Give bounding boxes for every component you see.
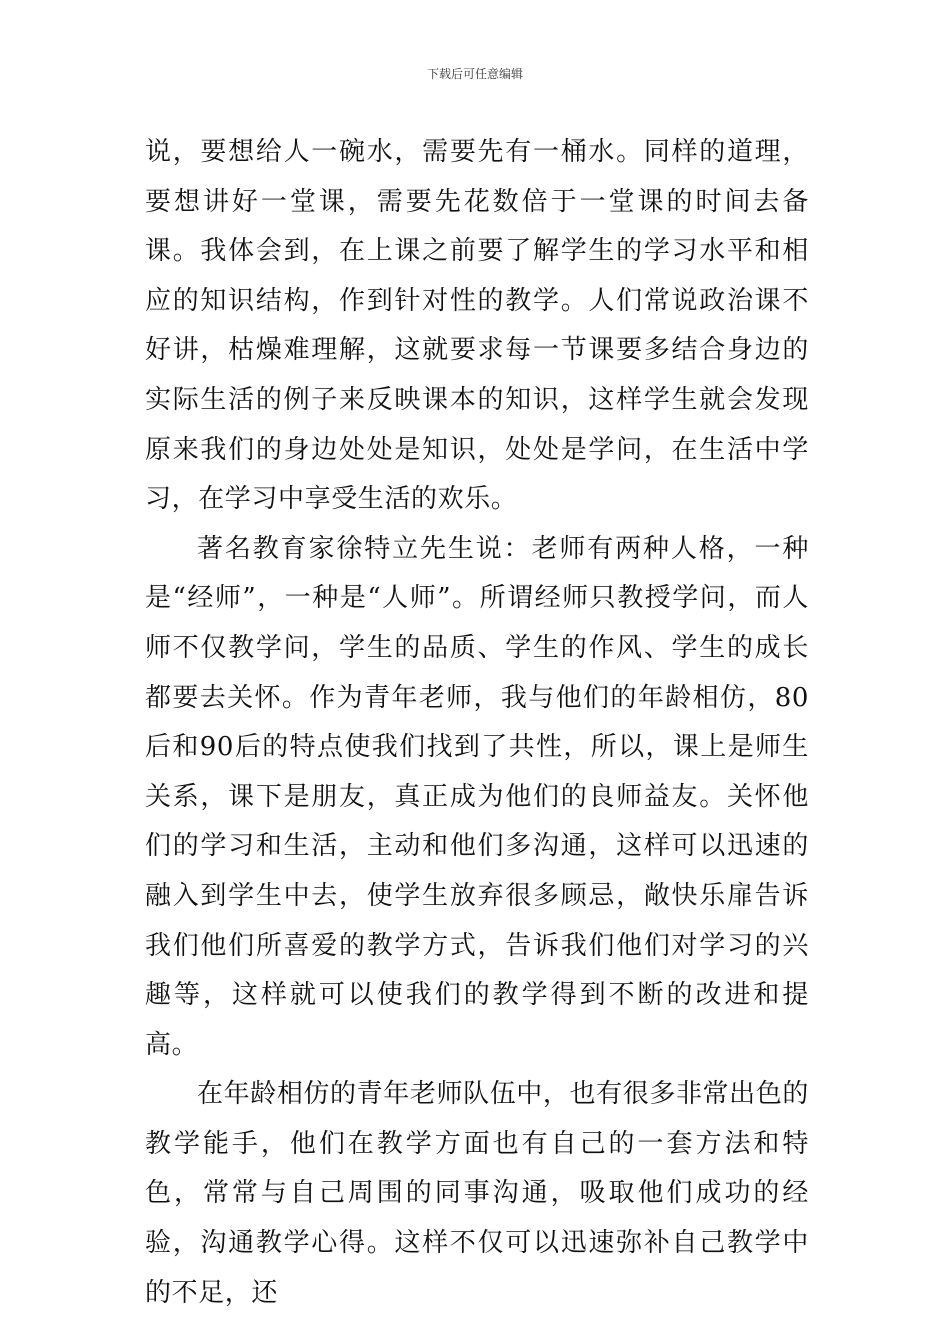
paragraph-3: 在年龄相仿的青年老师队伍中，也有很多非常出色的教学能手，他们在教学方面也有自己的一套方法和特色，常常与自己周围的同事沟通，吸取他们成功的经验，沟通教学心得。这样不仅可以迅速弥补自己教学中的不足，还: [145, 1079, 809, 1308]
page-header-note: 下载后可任意编辑: [426, 67, 523, 81]
paragraph-2: 著名教育家徐特立先生说：老师有两种人格，一种是“经师”，一种是“人师”。所谓经师只教授学问，而人师不仅教学问，学生的品质、学生的作风、学生的成长都要去关怀。作为青年老师，我与他们的年龄相仿，80后和90后的特点使我们找到了共性，所以，课上是师生关系，课下是朋友，真正成为他们的良师益友。关怀他们的学习和生活，主动和他们多沟通，这样可以迅速的融入到学生中去，使学生放弃很多顾忌，敞快乐扉告诉我们他们所喜爱的教学方式，告诉我们他们对学习的兴趣等，这样就可以使我们的教学得到不断的改进和提高。: [145, 533, 809, 1060]
paragraph-1: 说，要想给人一碗水，需要先有一桶水。同样的道理，要想讲好一堂课，需要先花数倍于一堂课的时间去备课。我体会到，在上课之前要了解学生的学习水平和相应的知识结构，作到针对性的教学。人们常说政治课不好讲，枯燥难理解，这就要求每一节课要多结合身边的实际生活的例子来反映课本的知识，这样学生就会发现原来我们的身边处处是知识，处处是学问，在生活中学习，在学习中享受生活的欢乐。: [145, 137, 809, 515]
document-body: [145, 128, 809, 1318]
